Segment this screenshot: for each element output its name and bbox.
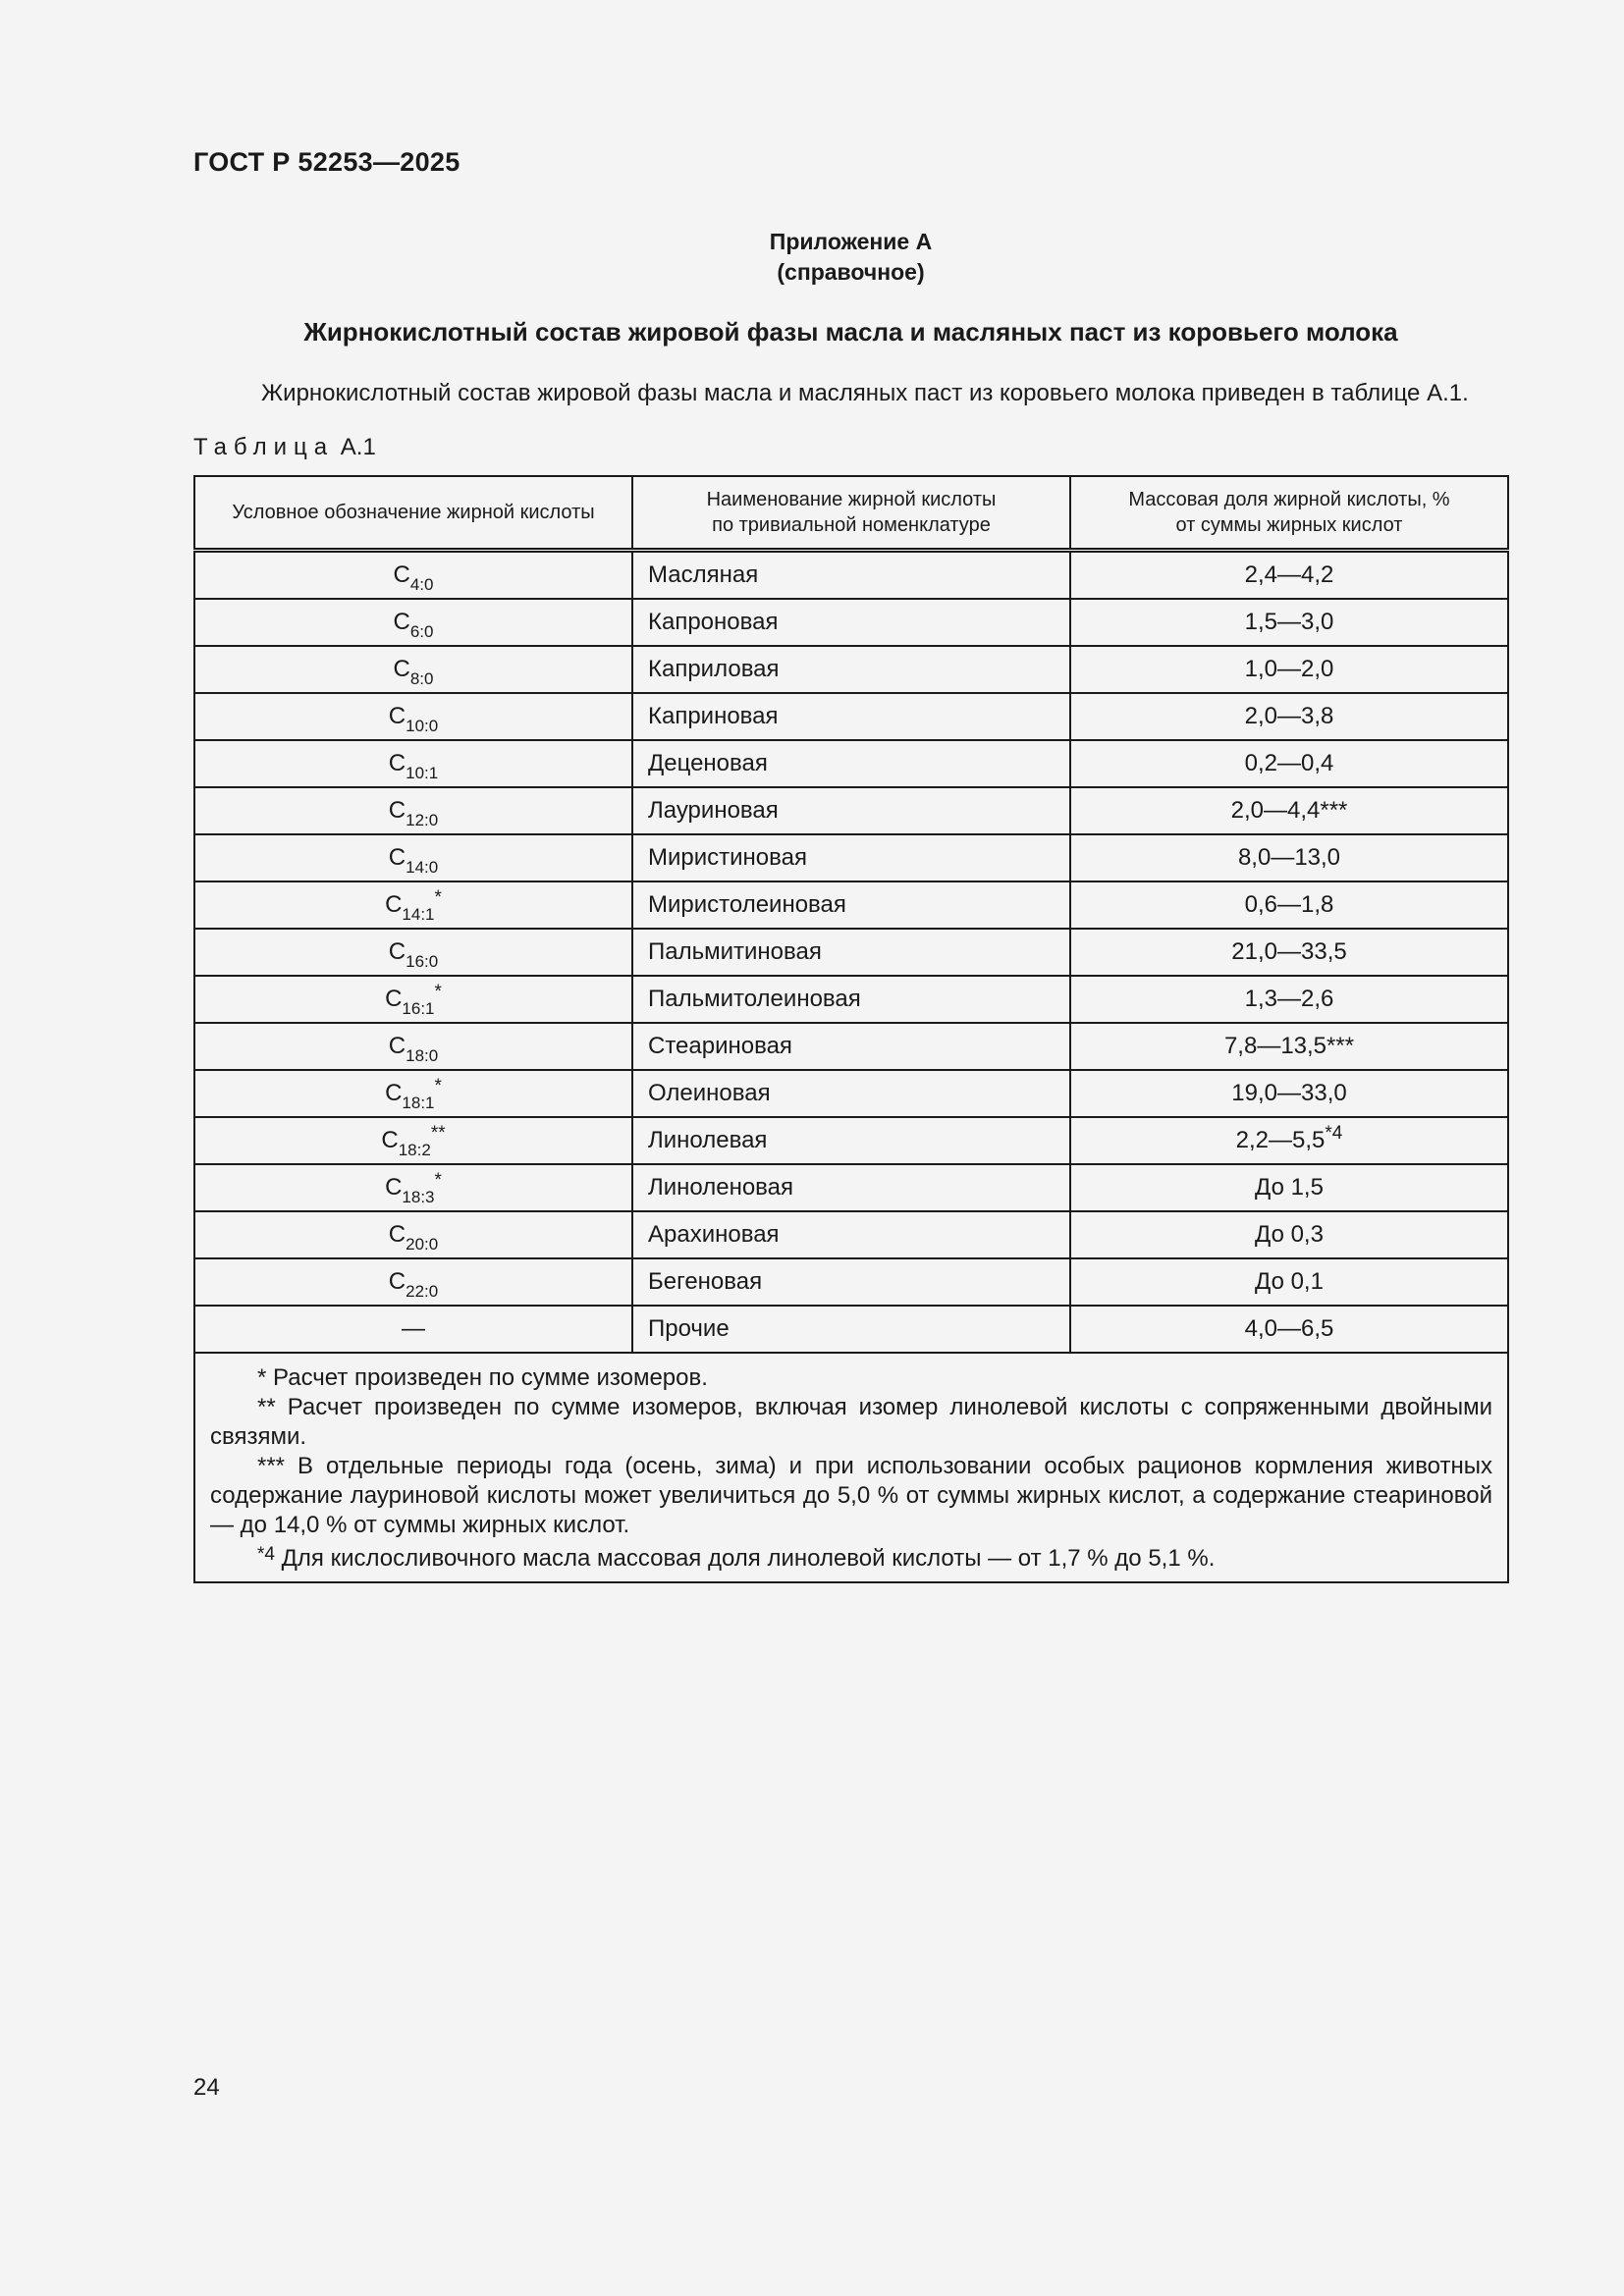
acid-designation-cell (194, 787, 632, 834)
document-code: ГОСТ Р 52253—2025 (193, 147, 460, 177)
annex-heading (0, 227, 1624, 288)
table-note (210, 1452, 1492, 1540)
table-row (194, 929, 1508, 976)
acid-name-cell: Прочие (632, 1306, 1070, 1353)
acid-designation-base: C (388, 797, 406, 824)
acid-designation-cell (194, 646, 632, 693)
acid-designation-cell (194, 1306, 632, 1353)
acid-name-cell: Лауриновая (632, 787, 1070, 834)
table-row (194, 1023, 1508, 1070)
table-note (210, 1363, 1492, 1393)
mass-fraction-cell (1070, 1023, 1508, 1070)
acid-designation-base: C (393, 609, 410, 635)
acid-designation-base: C (388, 938, 406, 965)
table-row (194, 881, 1508, 929)
mass-fraction-value: 21,0—33,5 (1231, 938, 1347, 965)
page-number: 24 (193, 2074, 220, 2101)
table-row (194, 1117, 1508, 1164)
note-text: Расчет произведен по сумме изомеров, включая изомер линолевой кислоты с сопряженными двойными связями. (210, 1394, 1493, 1450)
acid-designation-cell (194, 1117, 632, 1164)
acid-designation-subscript: 16:0 (406, 952, 439, 971)
acid-name-cell: Пальмитиновая (632, 929, 1070, 976)
mass-fraction-value: 2,2—5,5 (1235, 1127, 1326, 1153)
table-caption-word: Таблица (193, 434, 335, 460)
acid-designation-base: C (388, 1268, 406, 1295)
footnote-mark: * (434, 982, 442, 1002)
note-text: В отдельные периоды года (осень, зима) и при использовании особых рационов кормления животных содержание лауриновой кислоты может увеличиться до 5,0 % от суммы жирных кислот, а содержание стеариновой — до 14,0 % от суммы жирных кислот. (210, 1453, 1492, 1538)
acid-designation-subscript: 18:1 (402, 1094, 435, 1112)
acid-designation-base: C (393, 561, 410, 588)
acid-designation-cell (194, 929, 632, 976)
mass-fraction-value: 19,0—33,0 (1231, 1080, 1347, 1106)
mass-fraction-value: 0,6—1,8 (1244, 891, 1334, 918)
mass-fraction-cell (1070, 1211, 1508, 1258)
acid-designation-subscript: 8:0 (409, 669, 434, 688)
mass-fraction-cell (1070, 976, 1508, 1023)
annex-title: Приложение А (769, 229, 933, 254)
mass-fraction-value: 8,0—13,0 (1237, 844, 1341, 871)
acid-designation-cell (194, 1070, 632, 1117)
mass-fraction-value: До 1,5 (1255, 1174, 1324, 1201)
table-note (210, 1393, 1492, 1452)
acid-designation-cell (194, 1258, 632, 1306)
acid-designation-cell (194, 599, 632, 646)
acid-designation-base: C (388, 844, 406, 871)
note-text: Для кислосливочного масла массовая доля линолевой кислоты — от 1,7 % до 5,1 %. (281, 1545, 1216, 1572)
table-caption (193, 434, 376, 461)
acid-designation-cell (194, 1211, 632, 1258)
mass-fraction-value: 1,3—2,6 (1244, 986, 1334, 1012)
note-mark: *4 (257, 1544, 275, 1565)
mass-fraction-value: 1,0—2,0 (1244, 656, 1334, 682)
acid-designation-subscript: 4:0 (409, 575, 434, 594)
table-row (194, 834, 1508, 881)
acid-designation-subscript: 14:1 (402, 905, 435, 924)
acid-name-cell: Деценовая (632, 740, 1070, 787)
mass-fraction-value: 2,0—4,4*** (1230, 797, 1348, 824)
acid-designation-cell (194, 551, 632, 600)
mass-fraction-value: 2,4—4,2 (1244, 561, 1334, 588)
mass-fraction-cell (1070, 1164, 1508, 1211)
note-mark: * (257, 1364, 267, 1391)
note-text: Расчет произведен по сумме изомеров. (273, 1364, 708, 1391)
table-row (194, 1306, 1508, 1353)
mass-fraction-cell (1070, 551, 1508, 600)
acid-designation-subscript: 16:1 (402, 999, 435, 1018)
mass-fraction-cell (1070, 1117, 1508, 1164)
mass-fraction-cell (1070, 740, 1508, 787)
note-mark: *** (257, 1453, 286, 1479)
acid-designation-cell (194, 1023, 632, 1070)
mass-fraction-cell (1070, 693, 1508, 740)
acid-designation-subscript: 18:2 (398, 1141, 431, 1159)
acid-name-cell: Каприновая (632, 693, 1070, 740)
acid-designation-base: C (388, 1221, 406, 1248)
mass-fraction-cell (1070, 787, 1508, 834)
table-row (194, 1164, 1508, 1211)
acid-designation-subscript: 20:0 (406, 1235, 439, 1254)
mass-fraction-cell (1070, 881, 1508, 929)
fatty-acid-table-container (193, 475, 1507, 1583)
annex-status: (справочное) (777, 259, 925, 285)
table-row (194, 1070, 1508, 1117)
table-caption-number: А.1 (340, 434, 376, 460)
table-row (194, 693, 1508, 740)
acid-designation-base: C (388, 703, 406, 729)
footnote-mark: * (434, 1170, 442, 1191)
acid-name-cell: Миристиновая (632, 834, 1070, 881)
acid-designation-base: C (381, 1127, 399, 1153)
table-row (194, 740, 1508, 787)
acid-designation-subscript: 14:0 (406, 858, 439, 877)
acid-name-cell: Стеариновая (632, 1023, 1070, 1070)
table-row (194, 646, 1508, 693)
mass-fraction-cell (1070, 599, 1508, 646)
column-header-mass-fraction: Массовая доля жирной кислоты, % от суммы жирных кислот (1070, 476, 1508, 551)
acid-designation-base: C (385, 891, 403, 918)
mass-fraction-cell (1070, 1258, 1508, 1306)
acid-designation-subscript: 18:3 (402, 1188, 435, 1206)
mass-fraction-cell (1070, 1070, 1508, 1117)
acid-designation-cell (194, 740, 632, 787)
mass-fraction-value: 7,8—13,5*** (1223, 1033, 1355, 1059)
mass-fraction-value: 4,0—6,5 (1244, 1315, 1334, 1342)
mass-fraction-cell (1070, 929, 1508, 976)
table-row (194, 1258, 1508, 1306)
mass-fraction-cell (1070, 1306, 1508, 1353)
column-header-designation: Условное обозначение жирной кислоты (194, 476, 632, 551)
acid-name-cell: Каприловая (632, 646, 1070, 693)
acid-name-cell: Арахиновая (632, 1211, 1070, 1258)
mass-fraction-cell (1070, 834, 1508, 881)
acid-designation-base: C (385, 986, 403, 1012)
acid-designation-base: C (393, 656, 410, 682)
acid-designation-cell (194, 834, 632, 881)
acid-name-cell: Миристолеиновая (632, 881, 1070, 929)
table-row (194, 551, 1508, 600)
acid-designation-cell (194, 693, 632, 740)
intro-paragraph: Жирнокислотный состав жировой фазы масла и масляных паст из коровьего молока приведен в таблице А.1. (261, 380, 1469, 406)
acid-designation-subscript: 22:0 (406, 1282, 439, 1301)
acid-designation-cell (194, 881, 632, 929)
acid-name-cell: Пальмитолеиновая (632, 976, 1070, 1023)
fatty-acid-table (193, 475, 1509, 1583)
table-row (194, 976, 1508, 1023)
acid-designation-cell (194, 1164, 632, 1211)
acid-designation-subscript: 10:1 (406, 764, 439, 782)
table-header-row (194, 476, 1508, 551)
mass-fraction-value: 2,0—3,8 (1244, 703, 1334, 729)
footnote-mark: *4 (1325, 1123, 1343, 1144)
acid-name-cell: Олеиновая (632, 1070, 1070, 1117)
table-note (210, 1540, 1492, 1574)
acid-designation-base: C (385, 1174, 403, 1201)
footnote-mark: ** (430, 1123, 446, 1144)
acid-designation-subscript: 12:0 (406, 811, 439, 829)
table-notes-row (194, 1353, 1508, 1582)
note-mark: ** (257, 1394, 276, 1420)
acid-name-cell: Масляная (632, 551, 1070, 600)
footnote-mark: * (434, 887, 442, 908)
section-title: Жирнокислотный состав жировой фазы масла и масляных паст из коровьего молока (303, 317, 1398, 347)
table-row (194, 787, 1508, 834)
table-row (194, 1211, 1508, 1258)
mass-fraction-value: 0,2—0,4 (1244, 750, 1334, 776)
mass-fraction-value: До 0,3 (1255, 1221, 1324, 1248)
column-header-name: Наименование жирной кислоты по тривиальной номенклатуре (632, 476, 1070, 551)
acid-name-cell: Линолевая (632, 1117, 1070, 1164)
acid-designation-base: — (402, 1315, 425, 1342)
acid-designation-cell (194, 976, 632, 1023)
table-notes (194, 1353, 1508, 1582)
acid-designation-subscript: 18:0 (406, 1046, 439, 1065)
mass-fraction-value: 1,5—3,0 (1244, 609, 1334, 635)
acid-designation-subscript: 10:0 (406, 717, 439, 735)
acid-designation-subscript: 6:0 (409, 622, 434, 641)
acid-designation-base: C (388, 750, 406, 776)
acid-name-cell: Линоленовая (632, 1164, 1070, 1211)
mass-fraction-cell (1070, 646, 1508, 693)
acid-name-cell: Капроновая (632, 599, 1070, 646)
footnote-mark: * (434, 1076, 442, 1096)
table-row (194, 599, 1508, 646)
acid-designation-base: C (388, 1033, 406, 1059)
mass-fraction-value: До 0,1 (1255, 1268, 1324, 1295)
acid-designation-base: C (385, 1080, 403, 1106)
acid-name-cell: Бегеновая (632, 1258, 1070, 1306)
